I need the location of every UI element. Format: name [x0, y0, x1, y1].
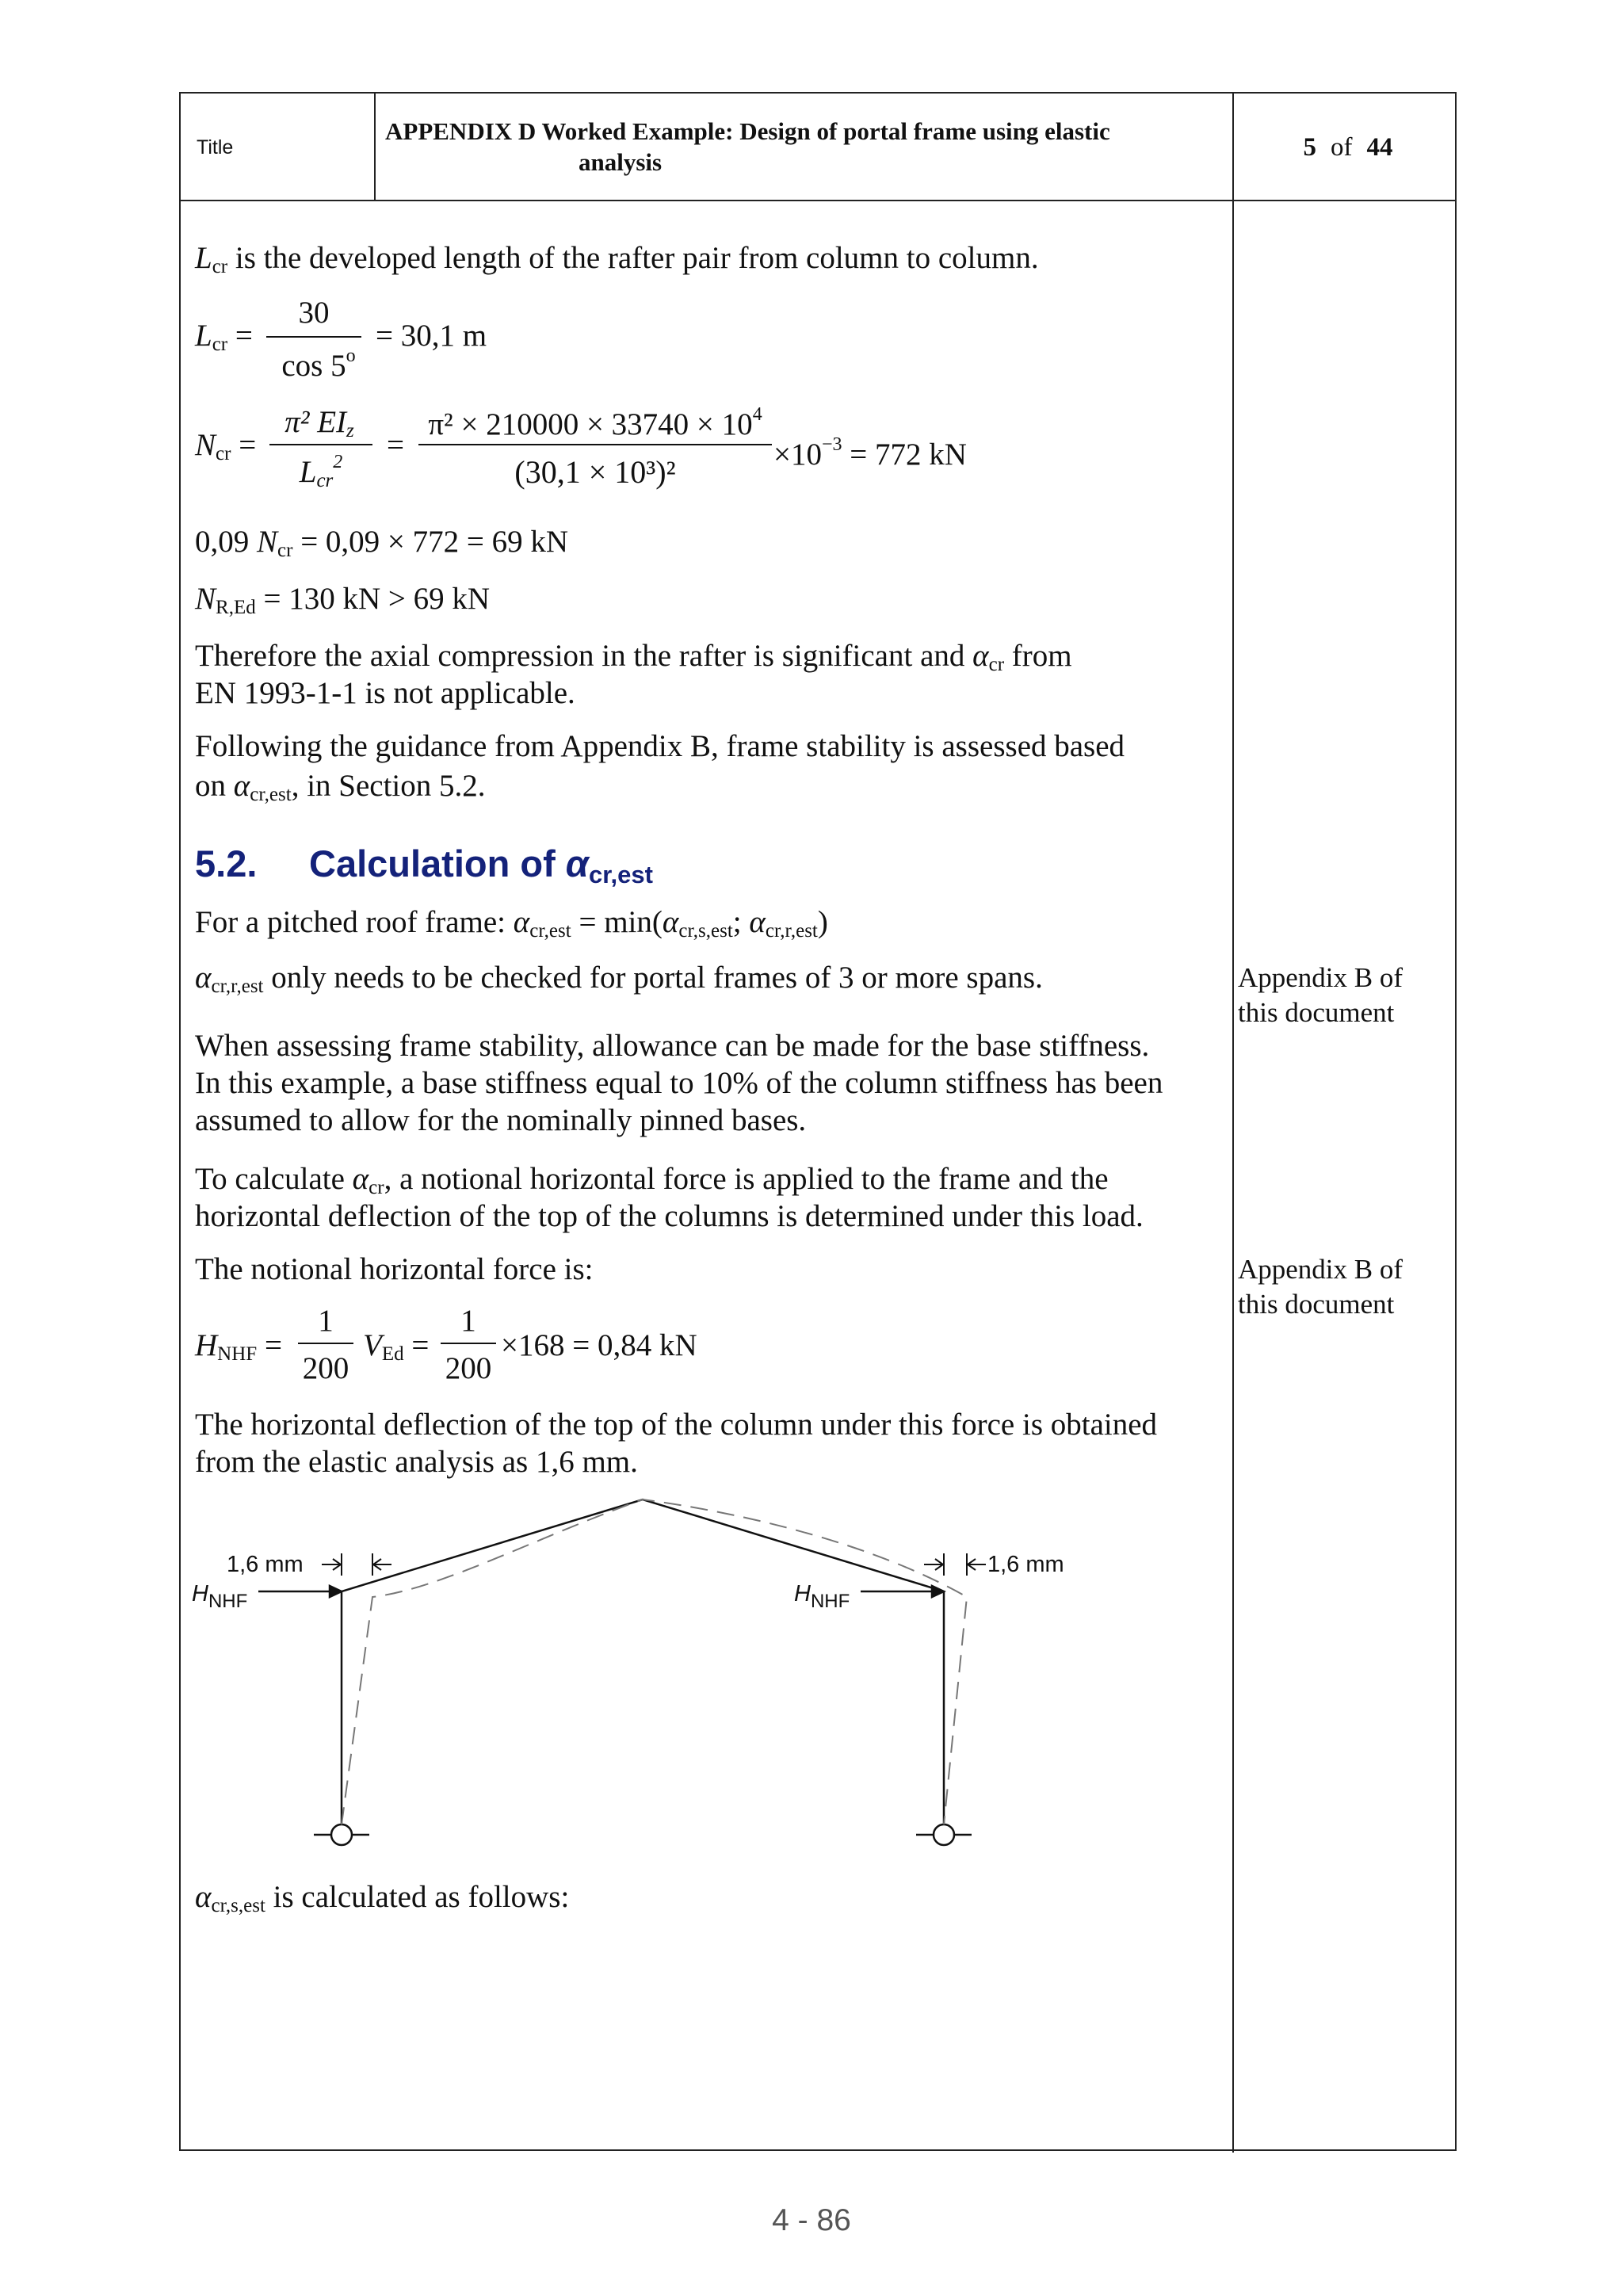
fraction-bar [269, 444, 372, 445]
hnhf-numerator-1: 1 [318, 1304, 334, 1338]
ncr-numerator-symbolic: π² $EI_z$ [285, 405, 354, 441]
acr-s-est-intro: $\alpha_{cr,s,est}$ is calculated as follows: [195, 1880, 570, 1916]
notional-force-text: The notional horizontal force is: [195, 1252, 594, 1286]
portal-frame-diagram [179, 1482, 1064, 1878]
ncr-denominator-symbolic: $L_{cr}^2$ [299, 452, 343, 491]
ncr-numerator-numeric: $\pi^2 \times 210000 \times 33740 \times 10^4$ [428, 404, 762, 441]
page-footer-number: 4 - 86 [772, 2203, 851, 2237]
hnhf-numerator-2: 1 [460, 1304, 476, 1338]
header-document-title: APPENDIX D Worked Example: Design of portal frame using elastic analysis [385, 117, 1110, 176]
nred-comparison: $N_{R,Ed} = 130$ kN > 69 kN [195, 582, 491, 618]
fraction-bar [418, 444, 772, 445]
hnhf-result: ×168 = 0,84 kN [501, 1328, 697, 1362]
side-note-reference-2: Appendix B of this document [1238, 1254, 1403, 1320]
left-deflection-label: 1,6 mm [227, 1552, 304, 1577]
ncr-check-line: 0,09 $N_{cr} = 0,09 \times 772 = 69$ kN [195, 525, 569, 561]
ncr-multiplier: $\times 10^{-3} = 772$ kN [773, 434, 967, 472]
ncr-denominator-numeric: (30,1 × 10³)² [514, 454, 676, 490]
header-page-count: 5 of 44 [1303, 133, 1393, 162]
fraction-bar [266, 336, 361, 338]
frame-deflected-shape [342, 1499, 967, 1824]
lcr-denominator: cos 5$^o$ [281, 346, 356, 383]
left-pinned-base [331, 1824, 352, 1845]
hnhf-denominator-1: 200 [302, 1351, 349, 1385]
assess-line-1: When assessing frame stability, allowance can be made for the base stiffness. [195, 1029, 1150, 1063]
ved-term: $V_{Ed}$ = [363, 1328, 430, 1365]
assess-line-3: assumed to allow for the nominally pinned bases. [195, 1103, 807, 1137]
equals-sign: = [387, 428, 404, 462]
header-divider [181, 200, 1455, 201]
margin-column-divider [1232, 94, 1234, 2153]
hnhf-label: $H_{NHF}$ = [195, 1328, 282, 1365]
following-line-2: on $\alpha_{cr,est}$, in Section 5.2. [195, 769, 486, 805]
lcr-result: = 30,1 m [376, 319, 487, 353]
therefore-line-1: Therefore the axial compression in the rafter is significant and $\alpha_{cr}$ from [195, 639, 1072, 675]
section-heading: 5.2. Calculation of αcr,est [195, 842, 653, 888]
pitched-roof-formula: For a pitched roof frame: $\alpha_{cr,est} = \min(\alpha_{cr,s,est}$; $\alpha_{cr,r,est}$) [195, 905, 828, 942]
lcr-formula-label: $L_{cr}$ = [195, 319, 253, 355]
header-title-label: Title [197, 136, 234, 159]
side-note-reference-1: Appendix B of this document [1238, 962, 1403, 1028]
fraction-bar [298, 1343, 353, 1344]
calc-line-2: horizontal deflection of the top of the columns is determined under this load. [195, 1199, 1144, 1233]
header-column-divider [374, 94, 376, 200]
lcr-definition: $L_{cr}$ is the developed length of the rafter pair from column to column. [195, 241, 1039, 277]
right-force-label: $H_{NHF}$ [794, 1581, 850, 1612]
deflection-line-1: The horizontal deflection of the top of the column under this force is obtained [195, 1408, 1158, 1442]
hnhf-denominator-2: 200 [445, 1351, 492, 1385]
lcr-numerator: 30 [298, 296, 330, 330]
only-needs-text: $\alpha_{cr,r,est}$ only needs to be checked for portal frames of 3 or more spans. [195, 961, 1043, 997]
fraction-bar [441, 1343, 496, 1344]
calc-line-1: To calculate $\alpha_{cr}$, a notional horizontal force is applied to the frame and the [195, 1162, 1109, 1198]
left-force-label: $H_{NHF}$ [192, 1581, 248, 1612]
following-line-1: Following the guidance from Appendix B, frame stability is assessed based [195, 729, 1125, 763]
assess-line-2: In this example, a base stiffness equal to 10% of the column stiffness has been [195, 1066, 1163, 1100]
deflection-line-2: from the elastic analysis as 1,6 mm. [195, 1445, 638, 1479]
therefore-line-2: EN 1993-1-1 is not applicable. [195, 676, 575, 710]
right-deflection-label: 1,6 mm [987, 1552, 1064, 1577]
right-pinned-base [934, 1824, 954, 1845]
ncr-formula-label: $N_{cr}$ = [195, 428, 257, 464]
